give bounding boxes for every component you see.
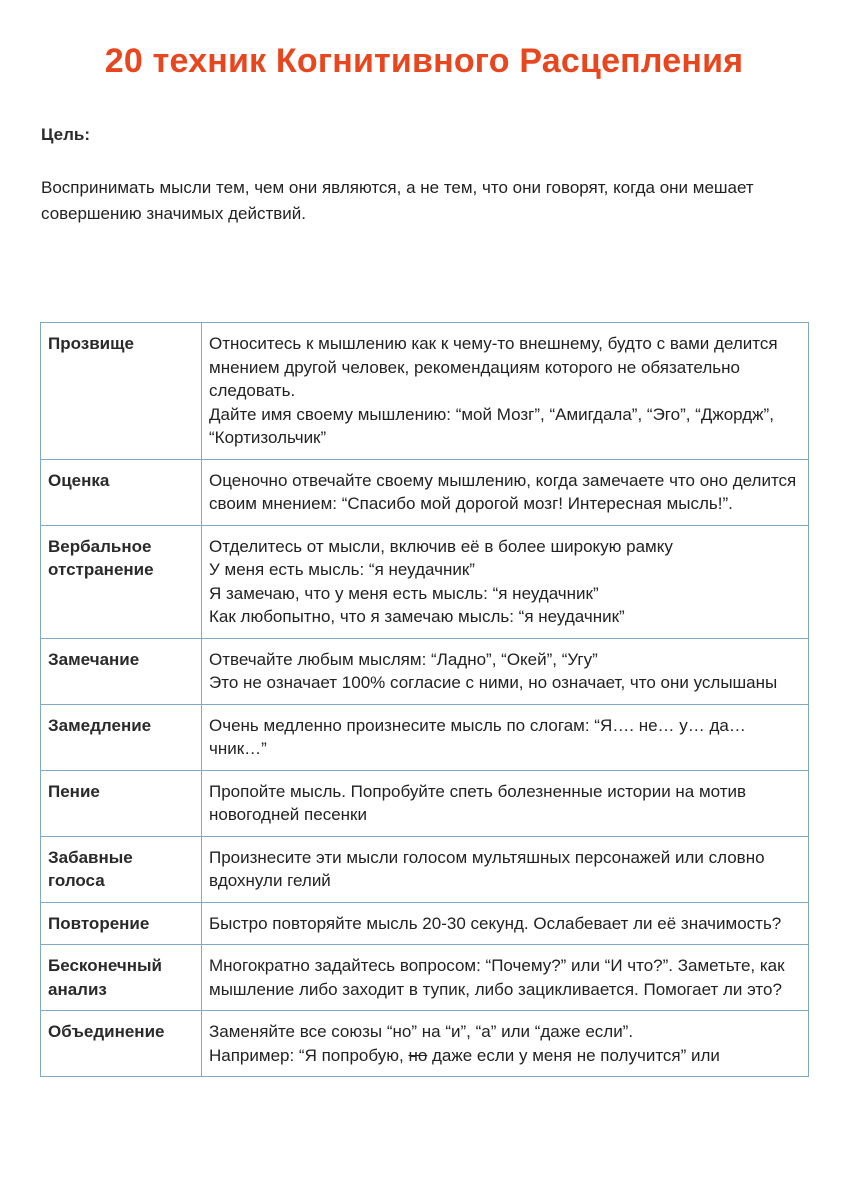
technique-name: Замедление — [41, 704, 202, 770]
example-prefix: Например: “Я попробую, — [209, 1045, 409, 1065]
technique-description — [202, 836, 809, 902]
technique-name: Забавные голоса — [41, 836, 202, 902]
description-example-line — [209, 1044, 801, 1068]
description-line: Я замечаю, что у меня есть мысль: “я неудачник” — [209, 583, 599, 603]
description-line: Относитесь к мышлению как к чему-то внешнему, будто с вами делится мнением другой человек, рекомендациям которого не обязательно следовать. — [209, 334, 778, 400]
technique-name: Прозвище — [41, 323, 202, 460]
technique-description — [202, 459, 809, 525]
technique-name: Бесконечный анализ — [41, 945, 202, 1011]
struck-word: но — [408, 1045, 428, 1065]
technique-name: Пение — [41, 770, 202, 836]
table-row — [41, 770, 809, 836]
technique-description — [202, 525, 809, 638]
technique-name: Повторение — [41, 902, 202, 945]
table-row — [41, 459, 809, 525]
page-title: 20 техник Когнитивного Расцепления — [104, 42, 744, 80]
technique-description — [202, 638, 809, 704]
table-row — [41, 638, 809, 704]
description-line: Отвечайте любым мыслям: “Ладно”, “Окей”, “Угу” — [209, 649, 598, 669]
technique-name: Оценка — [41, 459, 202, 525]
table-row — [41, 525, 809, 638]
table-row — [41, 1011, 809, 1077]
technique-description — [202, 704, 809, 770]
description-line: Отделитесь от мысли, включив её в более широкую рамку — [209, 536, 673, 556]
technique-description — [202, 323, 809, 460]
table-row — [41, 836, 809, 902]
technique-name: Замечание — [41, 638, 202, 704]
table-row — [41, 323, 809, 460]
description-line: Дайте имя своему мышлению: “мой Мозг”, “Амигдала”, “Эго”, “Джордж”, “Кортизольчик” — [209, 404, 774, 447]
technique-description — [202, 770, 809, 836]
table-row — [41, 902, 809, 945]
technique-name: Объединение — [41, 1011, 202, 1077]
table-row — [41, 704, 809, 770]
description-line: Многократно задайтесь вопросом: “Почему?” или “И что?”. Заметьте, как мышление либо заходит в тупик, либо зацикливается. Помогает ли это? — [209, 956, 785, 999]
goal-text: Воспринимать мысли тем, чем они являются, а не тем, что они говорят, когда они мешает совершению значимых действий. — [41, 178, 754, 223]
techniques-table — [40, 322, 809, 1077]
description-line: Заменяйте все союзы “но” на “и”, “а” или “даже если”. — [209, 1022, 634, 1041]
technique-description — [202, 945, 809, 1011]
table-row — [41, 945, 809, 1011]
technique-description — [202, 1011, 809, 1077]
description-line: У меня есть мысль: “я неудачник” — [209, 560, 475, 579]
description-line: Быстро повторяйте мысль 20-30 секунд. Ослабевает ли её значимость? — [209, 913, 782, 933]
description-line: Оценочно отвечайте своему мышлению, когда замечаете что оно делится своим мнением: “Спасибо мой дорогой мозг! Интересная мысль!”. — [209, 470, 797, 513]
goal-label: Цель: — [41, 125, 90, 144]
technique-description — [202, 902, 809, 945]
description-line: Очень медленно произнесите мысль по слогам: “Я…. не… у… да… чник…” — [209, 715, 746, 758]
example-suffix: даже если у меня не получится” или — [427, 1045, 720, 1065]
technique-name: Вербальное отстранение — [41, 525, 202, 638]
description-line: Пропойте мысль. Попробуйте спеть болезненные истории на мотив новогодней песенки — [209, 781, 747, 824]
description-line: Как любопытно, что я замечаю мысль: “я неудачник” — [209, 607, 625, 626]
description-line: Произнесите эти мысли голосом мультяшных персонажей или словно вдохнули гелий — [209, 847, 765, 890]
description-line: Это не означает 100% согласие с ними, но означает, что они услышаны — [209, 673, 778, 692]
